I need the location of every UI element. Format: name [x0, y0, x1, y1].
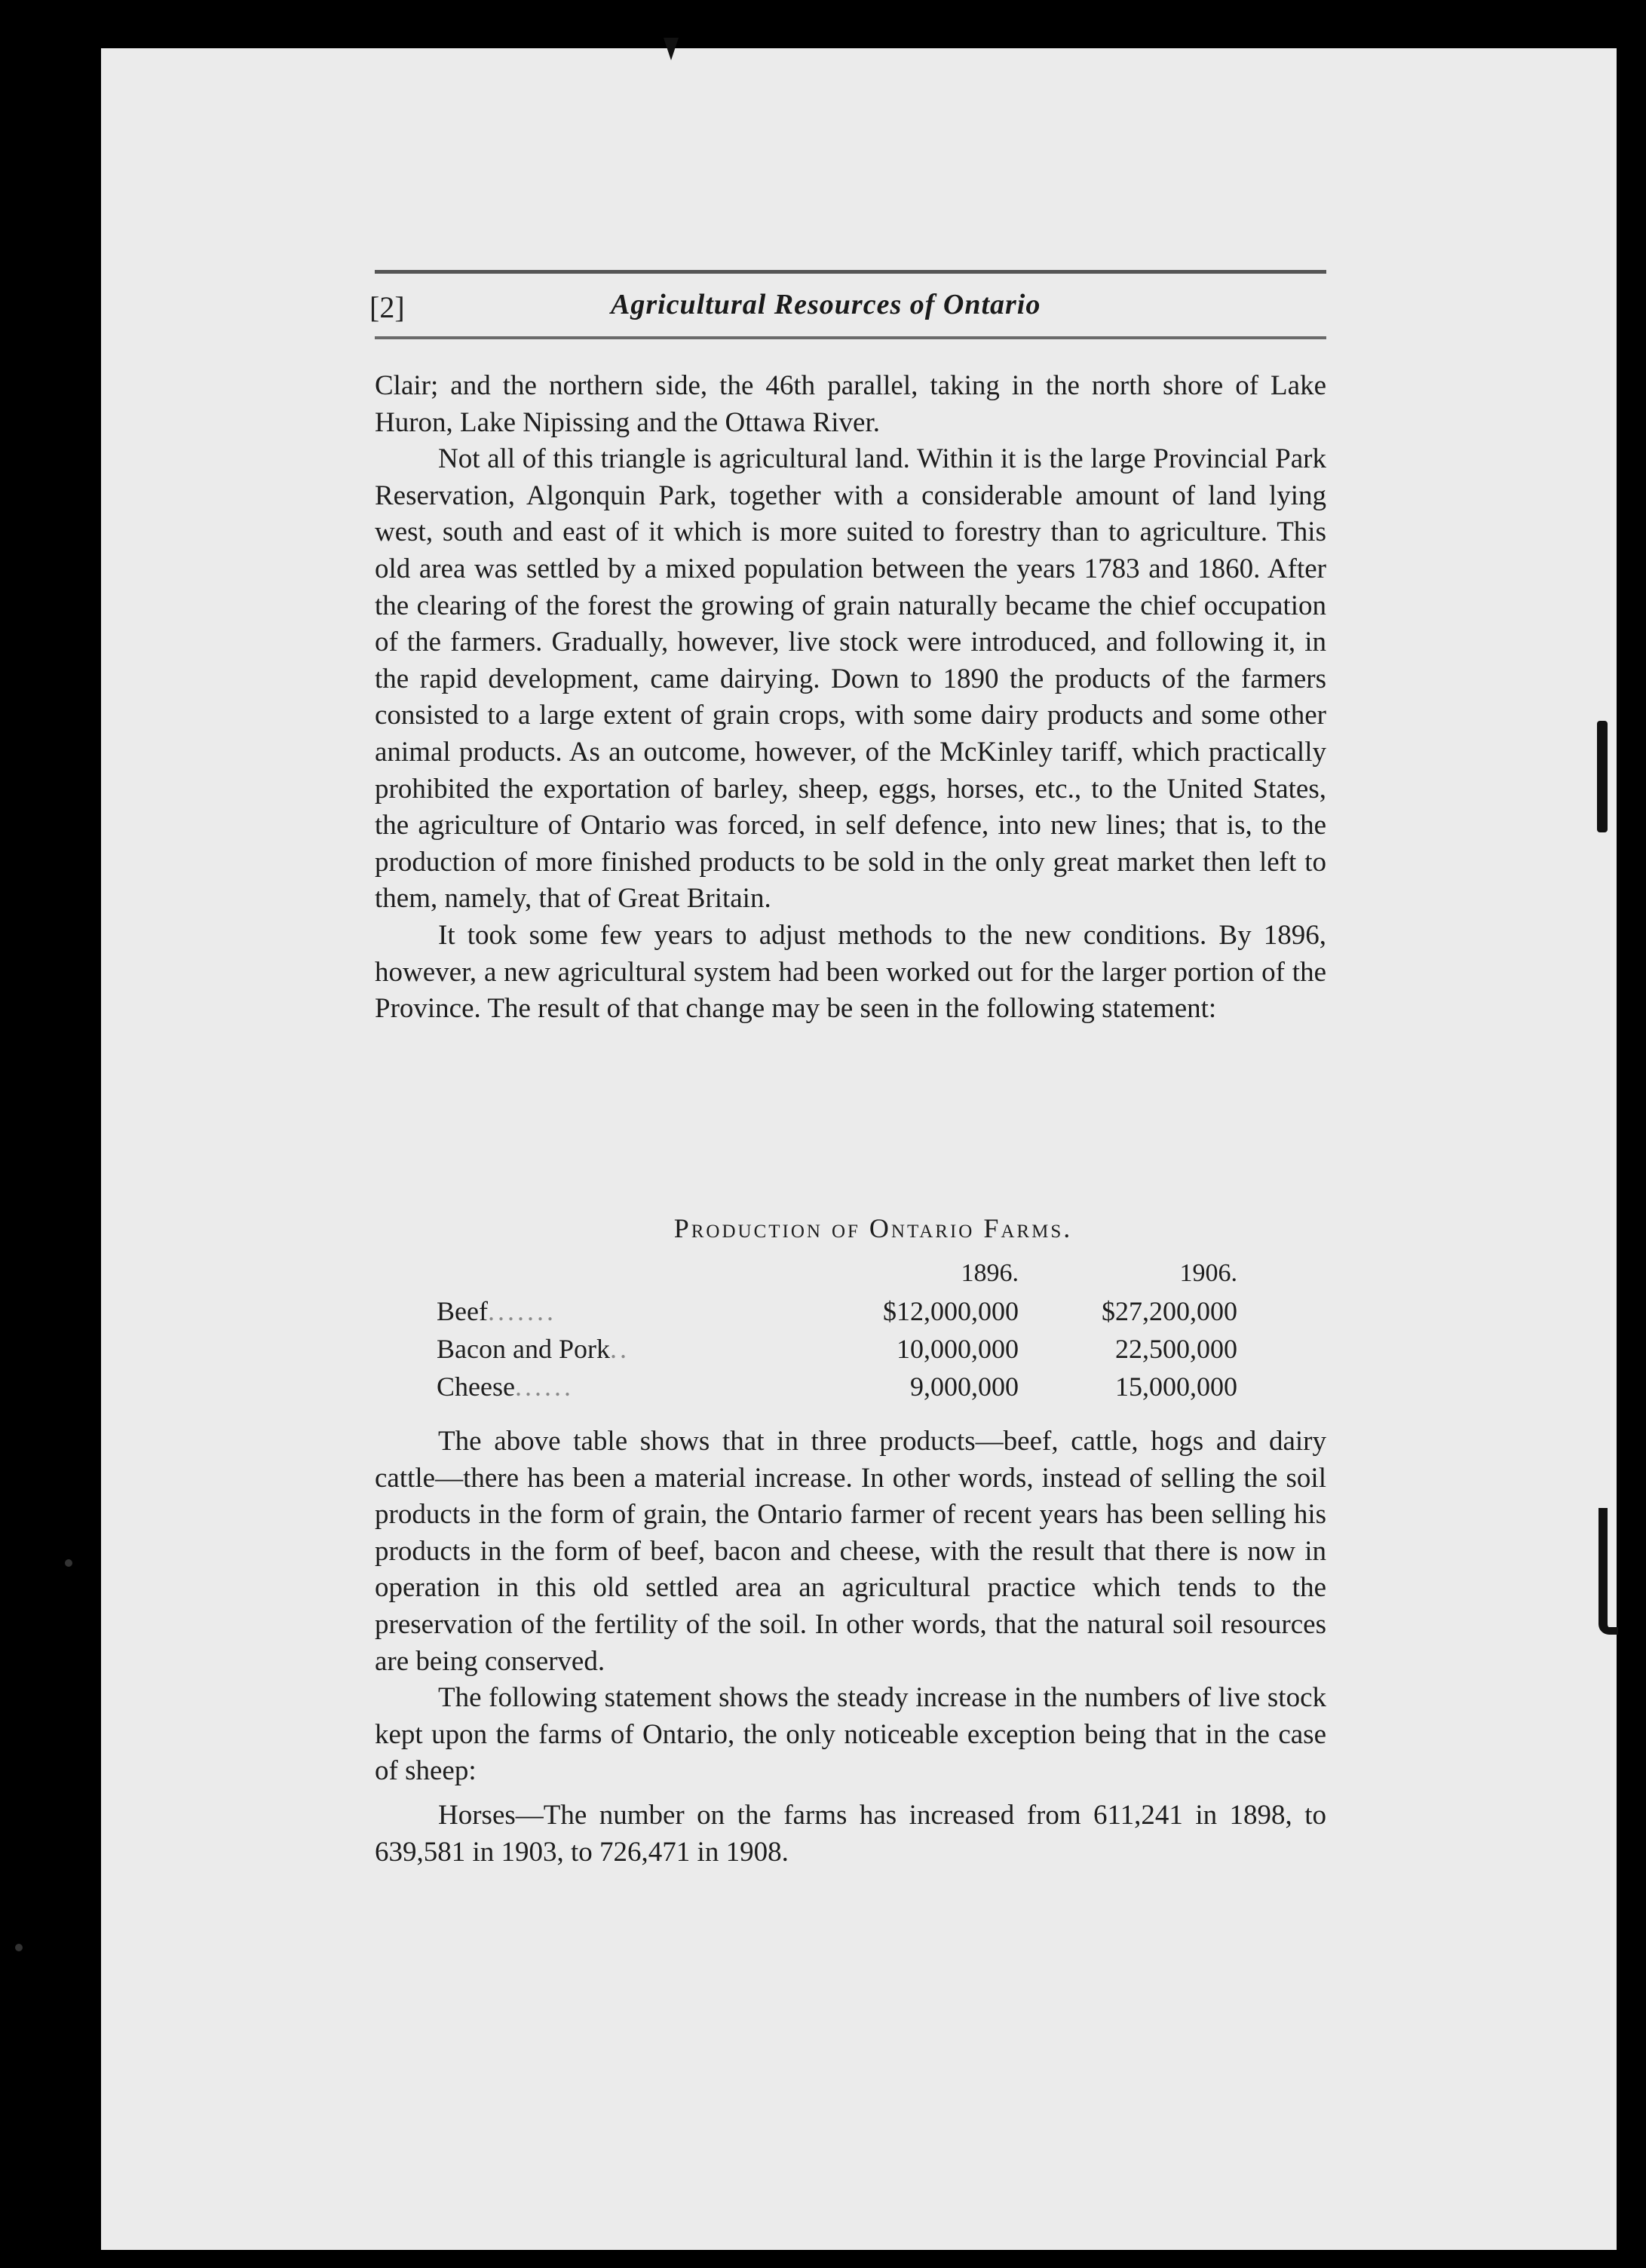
leader-dots: ...... — [514, 1372, 574, 1402]
paragraph: It took some few years to adjust methods to the new conditions. By 1896, however, a new agricultural system had been worked out for the larger portion of the Province. The result of that change may be seen in the following statement: — [375, 919, 1326, 1025]
paragraph: The following statement shows the steady increase in the numbers of live stock kept upon the farms of Ontario, the only noticeable exception being that in the case of sheep: — [375, 1682, 1326, 1787]
scan-edge-mark — [1598, 1508, 1618, 1635]
table-title: Production of Ontario Farms. — [673, 1213, 1073, 1243]
body-text-top — [375, 368, 1326, 1028]
table-cell: 9,000,000 — [910, 1372, 1019, 1402]
table-row — [375, 1330, 1326, 1368]
table-row-label-cell — [375, 1333, 815, 1365]
table-row-label: Beef — [437, 1296, 488, 1326]
production-table — [375, 1212, 1326, 1405]
header-rule — [375, 270, 1326, 274]
leader-dots: .. — [609, 1334, 630, 1364]
page-number: [2] — [369, 290, 405, 324]
paragraph: The above table shows that in three products—beef, cattle, hogs and dairy cattle—there has been a material increase. In other words, instead of selling the soil products in the form of grain, the Ontario farmer of recent years has been selling his products in the form of beef, bacon and cheese, with the result that there is now in operation in this old settled area an agricultural practice which tends to the preservation of the fertility of the soil. In other words, that the natural soil resources are being conserved. — [375, 1426, 1326, 1677]
header-rule — [375, 336, 1326, 339]
table-row-label: Bacon and Pork — [437, 1334, 610, 1364]
scan-speck — [15, 1944, 23, 1951]
table-row-label-cell — [375, 1371, 815, 1402]
paragraph: Not all of this triangle is agricultural land. Within it is the large Provincial Park Reservation, Algonquin Park, together with a considerable amount of land lying west, south and east of it which is more suited to forestry than to agriculture. This old area was settled by a mixed population between the years 1783 and 1860. After the clearing of the forest the growing of grain naturally became the chief occupation of the farmers. Gradually, however, live stock were introduced, and following it, in the rapid development, came dairying. Down to 1890 the products of the farmers consisted to a large extent of grain crops, with some dairy products and some other animal products. As an outcome, however, of the McKinley tariff, which practically prohibited the exportation of barley, sheep, eggs, horses, etc., to the United States, the agriculture of Ontario was forced, in self defence, into new lines; that is, to the production of more finished products to be sold in the only great market then left to them, namely, that of Great Britain. — [375, 443, 1326, 915]
table-row-label: Cheese — [437, 1372, 515, 1402]
page-fold-mark — [664, 38, 679, 60]
body-text-bottom — [375, 1424, 1326, 1871]
table-col-header: 1896. — [961, 1259, 1019, 1287]
table-cell: $12,000,000 — [883, 1296, 1019, 1326]
table-cell: 22,500,000 — [1115, 1334, 1237, 1364]
leader-dots: ....... — [487, 1296, 556, 1326]
paragraph: Clair; and the northern side, the 46th parallel, taking in the north shore of Lake Huron, Lake Nipissing and the Ottawa River. — [375, 370, 1326, 438]
table-cell: 10,000,000 — [897, 1334, 1019, 1364]
paragraph: Horses—The number on the farms has increased from 611,241 in 1898, to 639,581 in 1903, to 726,471 in 1908. — [375, 1799, 1326, 1868]
table-row — [375, 1368, 1326, 1405]
scan-edge-mark — [1597, 721, 1608, 832]
scan-speck — [65, 1559, 72, 1567]
running-title: Agricultural Resources of Ontario — [611, 289, 1041, 320]
table-cell: 15,000,000 — [1115, 1372, 1237, 1402]
table-row-label-cell — [375, 1295, 815, 1327]
table-header-row — [375, 1255, 1326, 1292]
table-cell: $27,200,000 — [1102, 1296, 1237, 1326]
table-row — [375, 1292, 1326, 1330]
table-col-header: 1906. — [1179, 1259, 1237, 1287]
